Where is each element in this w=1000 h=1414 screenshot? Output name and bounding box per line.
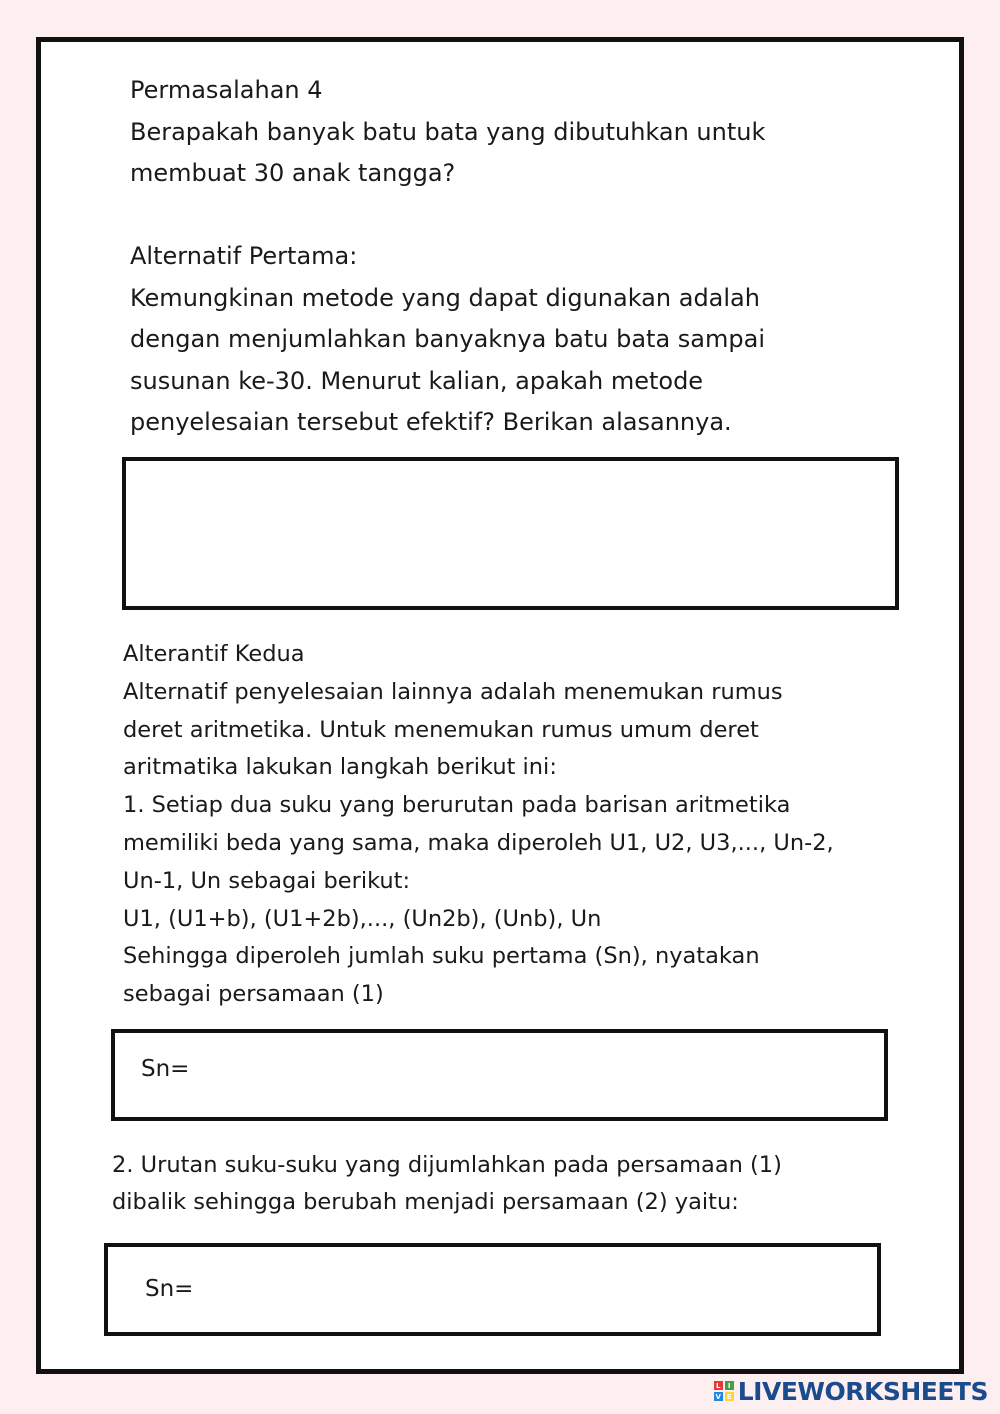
sn-label: Sn= — [145, 1276, 194, 1302]
paragraph-line: dengan menjumlahkan banyaknya batu bata sampai — [130, 325, 766, 353]
logo-letter: V — [715, 1392, 721, 1401]
second-alternative-section — [123, 636, 834, 1014]
logo-letter: I — [725, 1381, 734, 1390]
first-alternative-heading: Alternatif Pertama: — [130, 242, 358, 270]
second-alternative-heading: Alterantif Kedua — [123, 641, 305, 667]
paragraph-line: susunan ke-30. Menurut kalian, apakah metode — [130, 366, 704, 395]
paragraph-line: Un-1, Un sebagai berikut: — [123, 867, 411, 894]
step-2-line: 2. Urutan suku-suku yang dijumlahkan pada persamaan (1) — [112, 1152, 782, 1178]
sn-label: Sn= — [141, 1056, 190, 1082]
paragraph-line: Alternatif penyelesaian lainnya adalah menemukan rumus — [123, 678, 783, 705]
paragraph-line: sebagai persamaan (1) — [123, 981, 384, 1008]
step-1-line: 1. Setiap dua suku yang berurutan pada barisan aritmetika — [123, 792, 791, 819]
answer-box-equation-1[interactable] — [111, 1029, 888, 1121]
paragraph-line: penyelesaian tersebut efektif? Berikan alasannya. — [130, 408, 732, 436]
problem-title: Permasalahan 4 — [130, 76, 323, 104]
live-logo-icon — [714, 1381, 734, 1401]
paragraph-line: aritmatika lakukan langkah berikut ini: — [123, 754, 557, 781]
step-2-section — [112, 1147, 782, 1221]
paragraph-line: Sehingga diperoleh jumlah suku pertama (Sn), nyatakan — [123, 943, 760, 970]
paragraph-line: deret aritmetika. Untuk menemukan rumus umum deret — [123, 716, 759, 743]
logo-letter: E — [725, 1392, 734, 1401]
problem-section — [130, 70, 765, 195]
answer-box-equation-2[interactable] — [104, 1243, 881, 1336]
sequence-line: U1, (U1+b), (U1+2b),..., (Un2b), (Unb), Un — [123, 905, 602, 932]
question-line: membuat 30 anak tangga? — [130, 159, 456, 187]
first-alternative-section — [130, 236, 765, 444]
brand-text: LIVEWORKSHEETS — [737, 1376, 988, 1406]
paragraph-line: memiliki beda yang sama, maka diperoleh U1, U2, U3,..., Un-2, — [123, 829, 834, 856]
paragraph-line: Kemungkinan metode yang dapat digunakan adalah — [130, 283, 760, 312]
answer-box-reason[interactable] — [122, 457, 899, 610]
logo-letter: L — [714, 1381, 723, 1390]
liveworksheets-logo — [714, 1374, 988, 1408]
question-line: Berapakah banyak batu bata yang dibutuhkan untuk — [130, 117, 766, 146]
paragraph-line: dibalik sehingga berubah menjadi persamaan (2) yaitu: — [112, 1189, 739, 1215]
